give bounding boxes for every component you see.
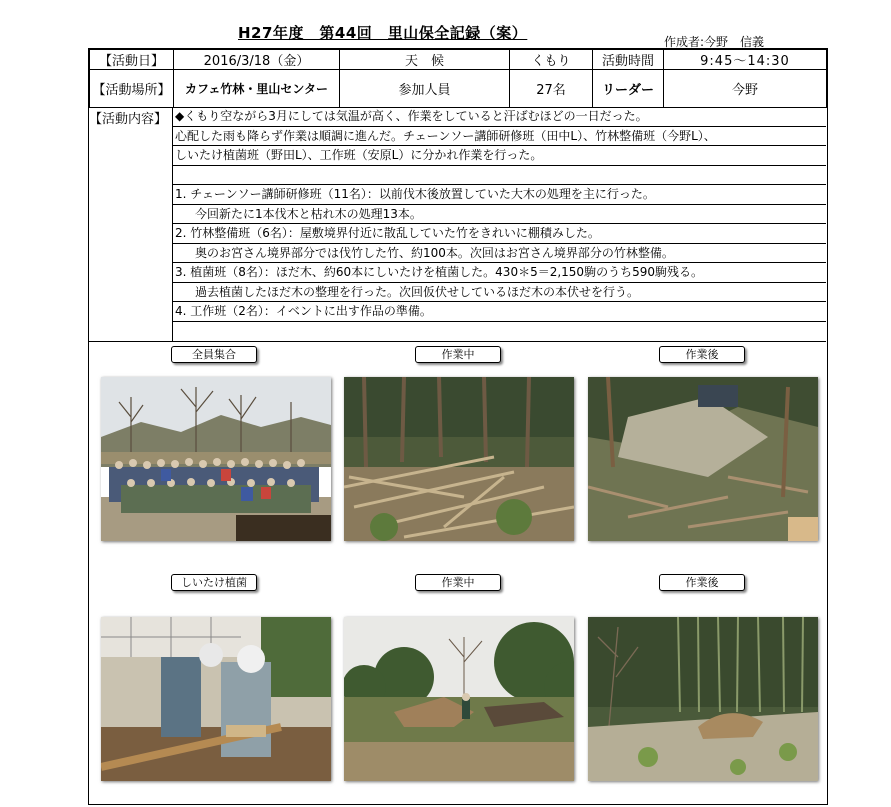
photo-after-cleanup-2 (588, 617, 818, 781)
weather-label: 天 候 (340, 50, 510, 70)
photo-chainsaw-work (344, 377, 574, 541)
caption-after-2: 作業後 (659, 574, 745, 591)
content-line: 今回新たに1本伐木と枯れ木の処理13本。 (173, 205, 826, 225)
photo-group (101, 377, 331, 541)
place-value: カフェ竹林・里山センター (174, 70, 340, 108)
members-label: 参加人員 (340, 70, 510, 108)
cleared-slope-image (588, 377, 818, 541)
time-label: 活動時間 (593, 50, 664, 70)
date-value: 2016/3/18（金） (174, 50, 340, 70)
place-label: 【活動場所】 (90, 70, 174, 108)
photo-shiitake-inoculation (101, 617, 331, 781)
caption-after-1: 作業後 (659, 346, 745, 363)
content-line: 4. 工作班（2名）：イベントに出す作品の準備。 (173, 302, 826, 322)
group-photo-image (101, 377, 331, 541)
content-line: 奥のお宮さん境界部分では伐竹した竹、約100本。次回はお宮さん境界部分の竹林整備。 (173, 244, 826, 264)
content-label: 【活動内容】 (89, 107, 173, 341)
leader-label: リーダー (593, 70, 664, 108)
author-name: 作成者:今野 信義 (664, 35, 765, 49)
members-value: 27名 (510, 70, 593, 108)
content-lines (173, 107, 826, 341)
content-line: しいたけ植菌班（野田L）、工作班（安原L）に分かれ作業を行った。 (173, 146, 826, 166)
content-line: 2. 竹林整備班（6名）：屋敷境界付近に散乱していた竹をきれいに棚積みした。 (173, 224, 826, 244)
field-work-image (344, 617, 574, 781)
date-label: 【活動日】 (90, 50, 174, 70)
document-title: H27年度 第44回 里山保全記録（案） (238, 24, 528, 42)
leader-value: 今野 (664, 70, 827, 108)
content-divider (89, 341, 826, 342)
info-table (89, 49, 827, 108)
content-line (173, 322, 826, 342)
content-line: 1. チェーンソー講師研修班（11名）：以前伐木後放置していた大木の処理を主に行った。 (173, 185, 826, 205)
caption-working-1: 作業中 (415, 346, 501, 363)
caption-all-gather: 全員集合 (171, 346, 257, 363)
content-line: ◆くもり空ながら3月にしては気温が高く、作業をしていると汗ばむほどの一日だった。 (173, 107, 826, 127)
content-line: 過去植菌したほだ木の整理を行った。次回仮伏せしているほだ木の本伏せを行う。 (173, 283, 826, 303)
bamboo-cleared-image (588, 617, 818, 781)
caption-working-2: 作業中 (415, 574, 501, 591)
caption-shiitake: しいたけ植菌 (171, 574, 257, 591)
record-sheet (88, 48, 828, 805)
content-line: 3. 植菌班（8名）：ほだ木、約60本にしいたけを植菌した。430＊5＝2,150駒のうち590駒残る。 (173, 263, 826, 283)
content-line (173, 166, 826, 186)
inoculation-image (101, 617, 331, 781)
photo-after-cleanup-1 (588, 377, 818, 541)
photo-working-2 (344, 617, 574, 781)
forest-work-image (344, 377, 574, 541)
content-line: 心配した雨も降らず作業は順調に進んだ。チェーンソー講師研修班（田中L）、竹林整備班（今野L）、 (173, 127, 826, 147)
time-value: 9:45〜14:30 (664, 50, 827, 70)
weather-value: くもり (510, 50, 593, 70)
